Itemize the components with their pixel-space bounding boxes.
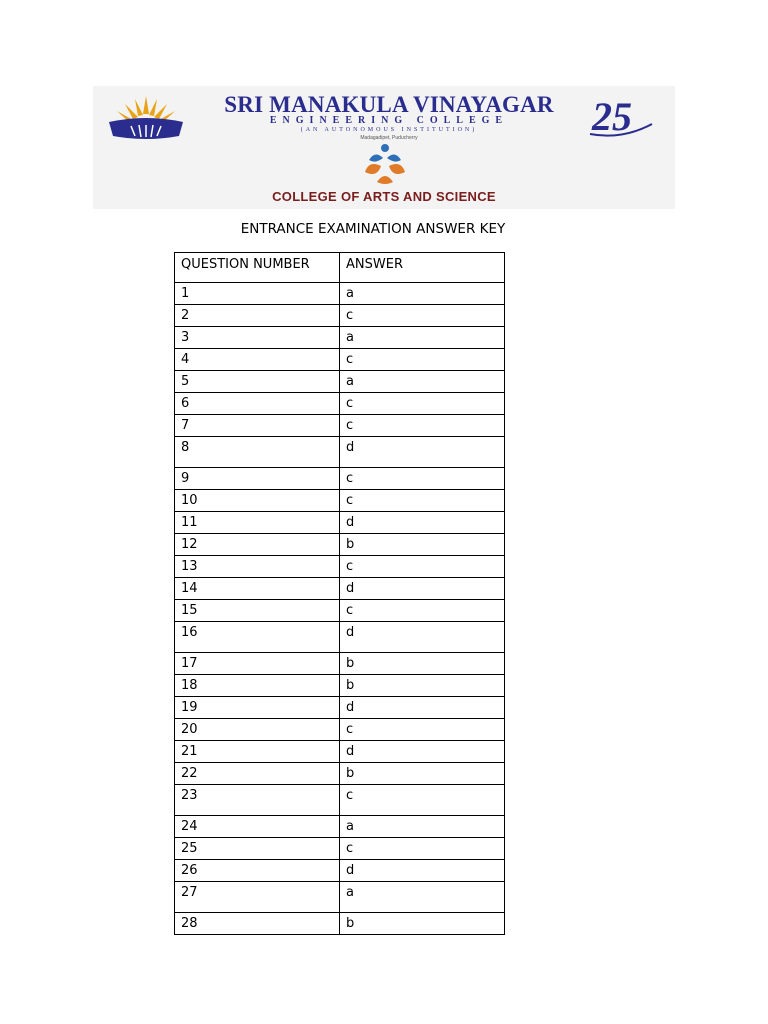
table-row	[175, 327, 505, 349]
answer-cell: c	[340, 785, 505, 816]
answer-cell: a	[340, 816, 505, 838]
table-header-row	[175, 253, 505, 283]
answer-cell: d	[340, 437, 505, 468]
answer-cell: c	[340, 415, 505, 437]
table-row	[175, 600, 505, 622]
table-row	[175, 913, 505, 935]
table-row	[175, 816, 505, 838]
anniversary-25-logo	[586, 94, 658, 138]
answer-cell: c	[340, 490, 505, 512]
table-row	[175, 371, 505, 393]
answer-cell: c	[340, 838, 505, 860]
arts-science-swirl-logo	[355, 142, 415, 186]
question-number-cell: 14	[175, 578, 340, 600]
answer-cell: a	[340, 327, 505, 349]
question-number-cell: 17	[175, 653, 340, 675]
table-row	[175, 697, 505, 719]
answer-cell: b	[340, 913, 505, 935]
question-number-cell: 9	[175, 468, 340, 490]
question-number-cell: 2	[175, 305, 340, 327]
question-number-cell: 20	[175, 719, 340, 741]
answer-cell: b	[340, 675, 505, 697]
answer-cell: d	[340, 860, 505, 882]
table-row	[175, 763, 505, 785]
table-row	[175, 283, 505, 305]
question-number-cell: 26	[175, 860, 340, 882]
answer-cell: d	[340, 741, 505, 763]
answer-cell: c	[340, 468, 505, 490]
question-number-cell: 22	[175, 763, 340, 785]
institution-place: Madagadipet, Puducherry	[360, 135, 418, 141]
question-number-cell: 28	[175, 913, 340, 935]
answer-cell: a	[340, 283, 505, 305]
table-row	[175, 653, 505, 675]
table-row	[175, 578, 505, 600]
table-row	[175, 490, 505, 512]
answer-cell: b	[340, 653, 505, 675]
table-row	[175, 741, 505, 763]
table-row	[175, 719, 505, 741]
answer-cell: a	[340, 371, 505, 393]
table-row	[175, 415, 505, 437]
question-number-cell: 6	[175, 393, 340, 415]
question-number-cell: 11	[175, 512, 340, 534]
question-number-cell: 13	[175, 556, 340, 578]
answer-cell: d	[340, 578, 505, 600]
answer-key-table	[174, 252, 505, 935]
table-row	[175, 675, 505, 697]
answer-cell: c	[340, 393, 505, 415]
table-row	[175, 838, 505, 860]
question-number-cell: 3	[175, 327, 340, 349]
table-row	[175, 437, 505, 468]
table-row	[175, 882, 505, 913]
answer-cell: d	[340, 622, 505, 653]
institution-name: SRI MANAKULA VINAYAGAR	[224, 92, 554, 117]
question-number-cell: 8	[175, 437, 340, 468]
question-number-cell: 5	[175, 371, 340, 393]
question-number-cell: 21	[175, 741, 340, 763]
institution-status: (AN AUTONOMOUS INSTITUTION)	[300, 127, 478, 133]
question-number-cell: 23	[175, 785, 340, 816]
table-row	[175, 534, 505, 556]
question-number-cell: 18	[175, 675, 340, 697]
table-row	[175, 860, 505, 882]
table-row	[175, 785, 505, 816]
institution-subtitle: ENGINEERING COLLEGE	[269, 115, 509, 126]
header-banner	[93, 86, 675, 209]
table-row	[175, 393, 505, 415]
table-row	[175, 622, 505, 653]
column-header-answer: ANSWER	[340, 253, 505, 283]
answer-cell: c	[340, 600, 505, 622]
answer-cell: c	[340, 349, 505, 371]
answer-cell: d	[340, 697, 505, 719]
lotus-book-emblem	[105, 92, 187, 142]
table-row	[175, 468, 505, 490]
question-number-cell: 24	[175, 816, 340, 838]
question-number-cell: 4	[175, 349, 340, 371]
question-number-cell: 19	[175, 697, 340, 719]
answer-cell: d	[340, 512, 505, 534]
table-row	[175, 512, 505, 534]
college-name: COLLEGE OF ARTS AND SCIENCE	[272, 189, 496, 204]
question-number-cell: 10	[175, 490, 340, 512]
answer-cell: c	[340, 719, 505, 741]
question-number-cell: 12	[175, 534, 340, 556]
question-number-cell: 25	[175, 838, 340, 860]
column-header-question-number: QUESTION NUMBER	[175, 253, 340, 283]
table-row	[175, 305, 505, 327]
answer-cell: a	[340, 882, 505, 913]
answer-cell: b	[340, 763, 505, 785]
answer-cell: b	[340, 534, 505, 556]
question-number-cell: 15	[175, 600, 340, 622]
question-number-cell: 1	[175, 283, 340, 305]
answer-cell: c	[340, 556, 505, 578]
document-title: ENTRANCE EXAMINATION ANSWER KEY	[240, 221, 506, 237]
table-row	[175, 349, 505, 371]
question-number-cell: 16	[175, 622, 340, 653]
anniversary-25-text: 25	[592, 94, 632, 138]
question-number-cell: 7	[175, 415, 340, 437]
question-number-cell: 27	[175, 882, 340, 913]
answer-cell: c	[340, 305, 505, 327]
table-row	[175, 556, 505, 578]
